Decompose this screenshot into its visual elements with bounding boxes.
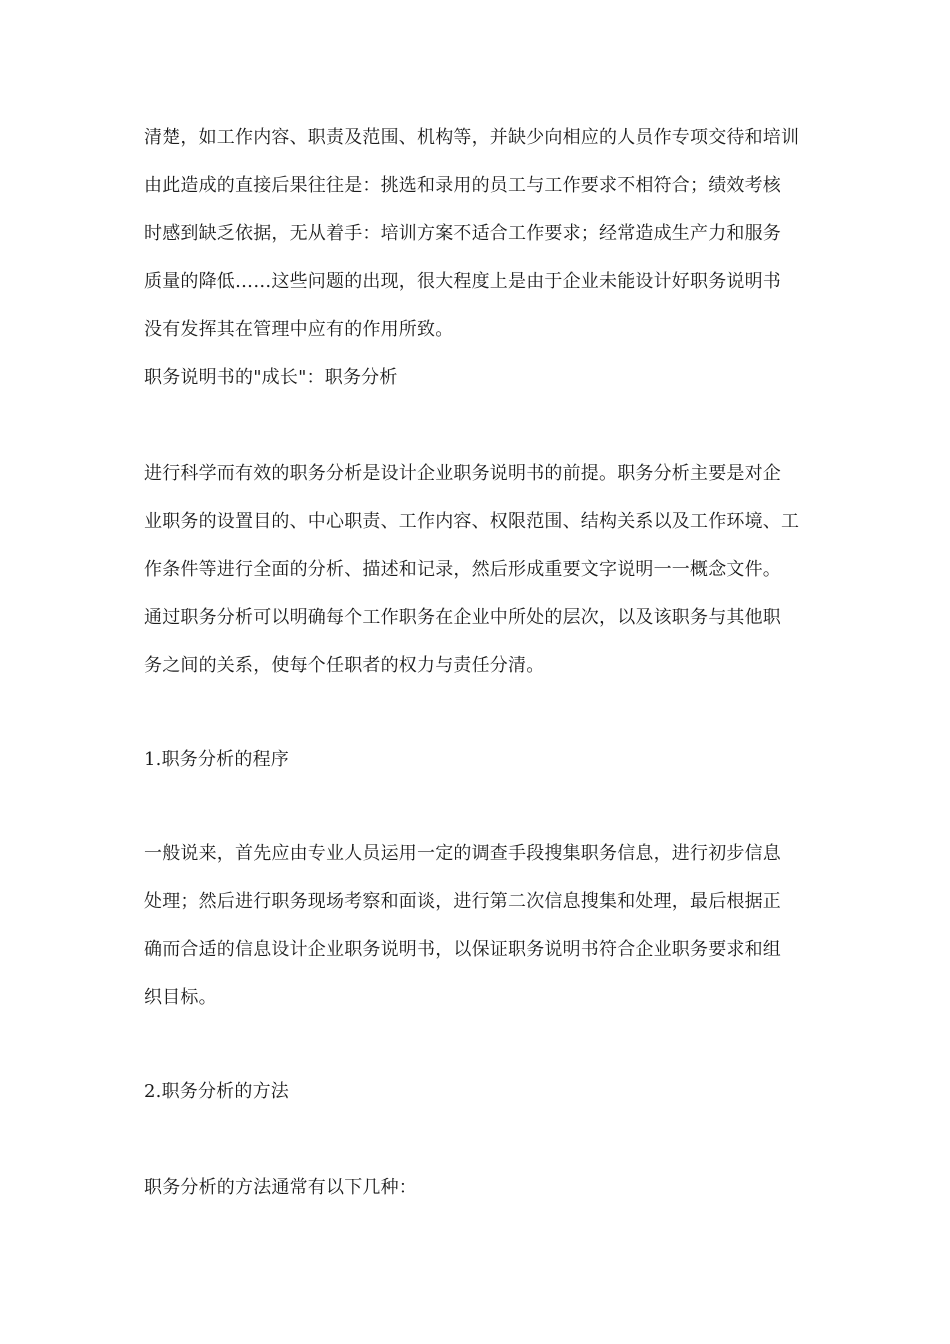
paragraph-4-line-1: 职务分析的方法通常有以下几种：: [144, 1177, 417, 1198]
section-heading-methods: 2.职务分析的方法: [144, 1081, 289, 1102]
section-heading-procedure: 1.职务分析的程序: [144, 749, 289, 770]
section-heading-growth: 职务说明书的"成长"：职务分析: [144, 367, 398, 388]
paragraph-2-line-3: 作条件等进行全面的分析、描述和记录，然后形成重要文字说明一一概念文件。: [144, 559, 781, 580]
paragraph-1-line-1: 清楚，如工作内容、职责及范围、机构等，并缺少向相应的人员作专项交待和培训: [144, 127, 800, 148]
paragraph-3-line-3: 确而合适的信息设计企业职务说明书，以保证职务说明书符合企业职务要求和组: [144, 939, 781, 960]
paragraph-2-line-5: 务之间的关系，使每个任职者的权力与责任分清。: [144, 655, 545, 676]
paragraph-1-line-3: 时感到缺乏依据，无从着手：培训方案不适合工作要求；经常造成生产力和服务: [144, 223, 781, 244]
paragraph-3-line-4: 织目标。: [144, 987, 217, 1008]
paragraph-2-line-2: 业职务的设置目的、中心职责、工作内容、权限范围、结构关系以及工作环境、工: [144, 511, 800, 532]
paragraph-1-line-4: 质量的降低……这些问题的出现，很大程度上是由于企业未能设计好职务说明书: [144, 271, 781, 292]
paragraph-1-line-5: 没有发挥其在管理中应有的作用所致。: [144, 319, 454, 340]
paragraph-3-line-1: 一般说来，首先应由专业人员运用一定的调查手段搜集职务信息，进行初步信息: [144, 843, 781, 864]
paragraph-2-line-1: 进行科学而有效的职务分析是设计企业职务说明书的前提。职务分析主要是对企: [144, 463, 781, 484]
paragraph-1-line-2: 由此造成的直接后果往往是：挑选和录用的员工与工作要求不相符合；绩效考核: [144, 175, 781, 196]
paragraph-3-line-2: 处理；然后进行职务现场考察和面谈，进行第二次信息搜集和处理，最后根据正: [144, 891, 781, 912]
paragraph-2-line-4: 通过职务分析可以明确每个工作职务在企业中所处的层次，以及该职务与其他职: [144, 607, 781, 628]
